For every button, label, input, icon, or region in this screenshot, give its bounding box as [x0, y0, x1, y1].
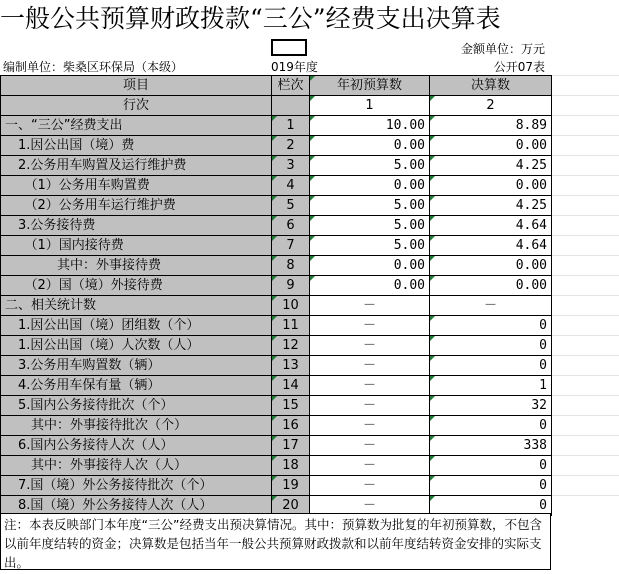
row-budget[interactable]: 10.00	[310, 116, 430, 136]
row-budget[interactable]: 0.00	[310, 176, 430, 196]
row-final[interactable]: 1	[430, 376, 552, 396]
row-budget[interactable]: 5.00	[310, 156, 430, 176]
table-row	[1, 436, 552, 456]
final-index-cell[interactable]: 2	[430, 96, 552, 116]
table-body	[1, 116, 552, 516]
table-row	[1, 176, 552, 196]
row-label[interactable]: 1.因公出国（境）团组数（个）	[1, 316, 272, 336]
table-row	[1, 316, 552, 336]
row-number[interactable]: 18	[272, 456, 310, 476]
form-code: 公开07表	[493, 60, 545, 74]
header-row-seq[interactable]: 行次	[1, 96, 272, 116]
row-label[interactable]: （1）公务用车购置费	[1, 176, 272, 196]
table-row	[1, 376, 552, 396]
row-budget[interactable]: －	[310, 456, 430, 476]
row-label[interactable]: 3.公务用车购置数（辆）	[1, 356, 272, 376]
row-final[interactable]: 0	[430, 496, 552, 516]
table-row	[1, 276, 552, 296]
header-col-no[interactable]: 栏次	[272, 76, 310, 96]
row-final[interactable]: 4.25	[430, 196, 552, 216]
row-number[interactable]: 8	[272, 256, 310, 276]
row-number[interactable]: 12	[272, 336, 310, 356]
row-label[interactable]: 4.公务用车保有量（辆）	[1, 376, 272, 396]
table-row	[1, 356, 552, 376]
row-number[interactable]: 17	[272, 436, 310, 456]
empty-sheet-area[interactable]	[551, 75, 619, 515]
row-final[interactable]: 0.00	[430, 256, 552, 276]
row-final[interactable]: 0	[430, 456, 552, 476]
row-label[interactable]: 二、相关统计数	[1, 296, 272, 316]
table-row	[1, 116, 552, 136]
year-label: 019年度	[271, 60, 318, 74]
row-budget[interactable]: －	[310, 336, 430, 356]
row-number[interactable]: 4	[272, 176, 310, 196]
header-final[interactable]: 决算数	[430, 76, 552, 96]
row-label[interactable]: 其中：外事接待费	[1, 256, 272, 276]
unit-label: 金额单位：万元	[460, 42, 545, 56]
row-label[interactable]: 1.因公出国（境）费	[1, 136, 272, 156]
row-label[interactable]: （2）国（境）外接待费	[1, 276, 272, 296]
row-budget[interactable]: 0.00	[310, 136, 430, 156]
row-budget[interactable]: －	[310, 436, 430, 456]
index-row	[1, 96, 552, 116]
row-number[interactable]: 7	[272, 236, 310, 256]
table-row	[1, 136, 552, 156]
row-final[interactable]: 0	[430, 316, 552, 336]
report-title: 一般公共预算财政拨款“三公”经费支出决算表	[0, 4, 501, 33]
row-final[interactable]: 0.00	[430, 136, 552, 156]
row-budget[interactable]: －	[310, 476, 430, 496]
row-number[interactable]: 9	[272, 276, 310, 296]
row-label[interactable]: 7.国（境）外公务接待批次（个）	[1, 476, 272, 496]
budget-index-cell[interactable]: 1	[310, 96, 430, 116]
row-final[interactable]: 338	[430, 436, 552, 456]
row-number[interactable]: 14	[272, 376, 310, 396]
header-row	[1, 76, 552, 96]
table-row	[1, 156, 552, 176]
row-number[interactable]: 5	[272, 196, 310, 216]
row-budget[interactable]: －	[310, 496, 430, 516]
row-label[interactable]: （2）公务用车运行维护费	[1, 196, 272, 216]
row-budget[interactable]: －	[310, 396, 430, 416]
row-number[interactable]: 19	[272, 476, 310, 496]
row-final[interactable]: 0	[430, 356, 552, 376]
row-number[interactable]: 20	[272, 496, 310, 516]
table-row	[1, 296, 552, 316]
row-final[interactable]: 0	[430, 336, 552, 356]
row-label[interactable]: 其中：外事接待人次（人）	[1, 456, 272, 476]
row-label[interactable]: 6.国内公务接待人次（人）	[1, 436, 272, 456]
table-row	[1, 396, 552, 416]
row-budget[interactable]: 5.00	[310, 216, 430, 236]
row-label[interactable]: 3.公务接待费	[1, 216, 272, 236]
header-budget[interactable]: 年初预算数	[310, 76, 430, 96]
row-budget[interactable]: 5.00	[310, 236, 430, 256]
row-budget[interactable]: －	[310, 296, 430, 316]
row-number[interactable]: 10	[272, 296, 310, 316]
footnote: 注：本表反映部门本年度“三公”经费支出预决算情况。其中：预算数为批复的年初预算数，不包含以前年度结转的资金；决算数是包括当年一般公共预算财政拨款和以前年度结转资金安排的实际支出。	[0, 513, 551, 570]
header-item[interactable]: 项目	[1, 76, 272, 96]
row-final[interactable]: 4.64	[430, 236, 552, 256]
row-budget[interactable]: 5.00	[310, 196, 430, 216]
expense-table	[0, 75, 552, 516]
row-final[interactable]: 0	[430, 476, 552, 496]
table-row	[1, 476, 552, 496]
row-number[interactable]: 11	[272, 316, 310, 336]
row-budget[interactable]: 0.00	[310, 256, 430, 276]
table-row	[1, 236, 552, 256]
row-label[interactable]: （1）国内接待费	[1, 236, 272, 256]
row-label[interactable]: 一、“三公”经费支出	[1, 116, 272, 136]
row-label[interactable]: 2.公务用车购置及运行维护费	[1, 156, 272, 176]
row-final[interactable]: 4.64	[430, 216, 552, 236]
row-budget[interactable]: －	[310, 376, 430, 396]
row-label[interactable]: 1.因公出国（境）人次数（人）	[1, 336, 272, 356]
row-final[interactable]: 4.25	[430, 156, 552, 176]
row-number[interactable]: 13	[272, 356, 310, 376]
row-number[interactable]: 15	[272, 396, 310, 416]
row-number[interactable]: 3	[272, 156, 310, 176]
table-row	[1, 196, 552, 216]
row-label[interactable]: 其中：外事接待批次（个）	[1, 416, 272, 436]
row-final[interactable]: 0.00	[430, 276, 552, 296]
table-row	[1, 256, 552, 276]
row-number[interactable]: 16	[272, 416, 310, 436]
table-row	[1, 336, 552, 356]
row-number[interactable]: 2	[272, 136, 310, 156]
row-final[interactable]: －	[430, 296, 552, 316]
row-final[interactable]: 32	[430, 396, 552, 416]
selected-cell[interactable]	[271, 39, 307, 56]
table-row	[1, 456, 552, 476]
row-final[interactable]: 0.00	[430, 176, 552, 196]
row-final[interactable]: 0	[430, 416, 552, 436]
row-budget[interactable]: 0.00	[310, 276, 430, 296]
row-label[interactable]: 5.国内公务接待批次（个）	[1, 396, 272, 416]
table-row	[1, 216, 552, 236]
row-final[interactable]: 8.89	[430, 116, 552, 136]
row-budget[interactable]: －	[310, 416, 430, 436]
org-label: 编制单位：柴桑区环保局（本级）	[3, 60, 184, 74]
row-budget[interactable]: －	[310, 316, 430, 336]
table-row	[1, 416, 552, 436]
row-budget[interactable]: －	[310, 356, 430, 376]
row-number[interactable]: 1	[272, 116, 310, 136]
row-label[interactable]: 8.国（境）外公务接待人次（人）	[1, 496, 272, 516]
row-number[interactable]: 6	[272, 216, 310, 236]
index-blank-cell[interactable]	[272, 96, 310, 116]
